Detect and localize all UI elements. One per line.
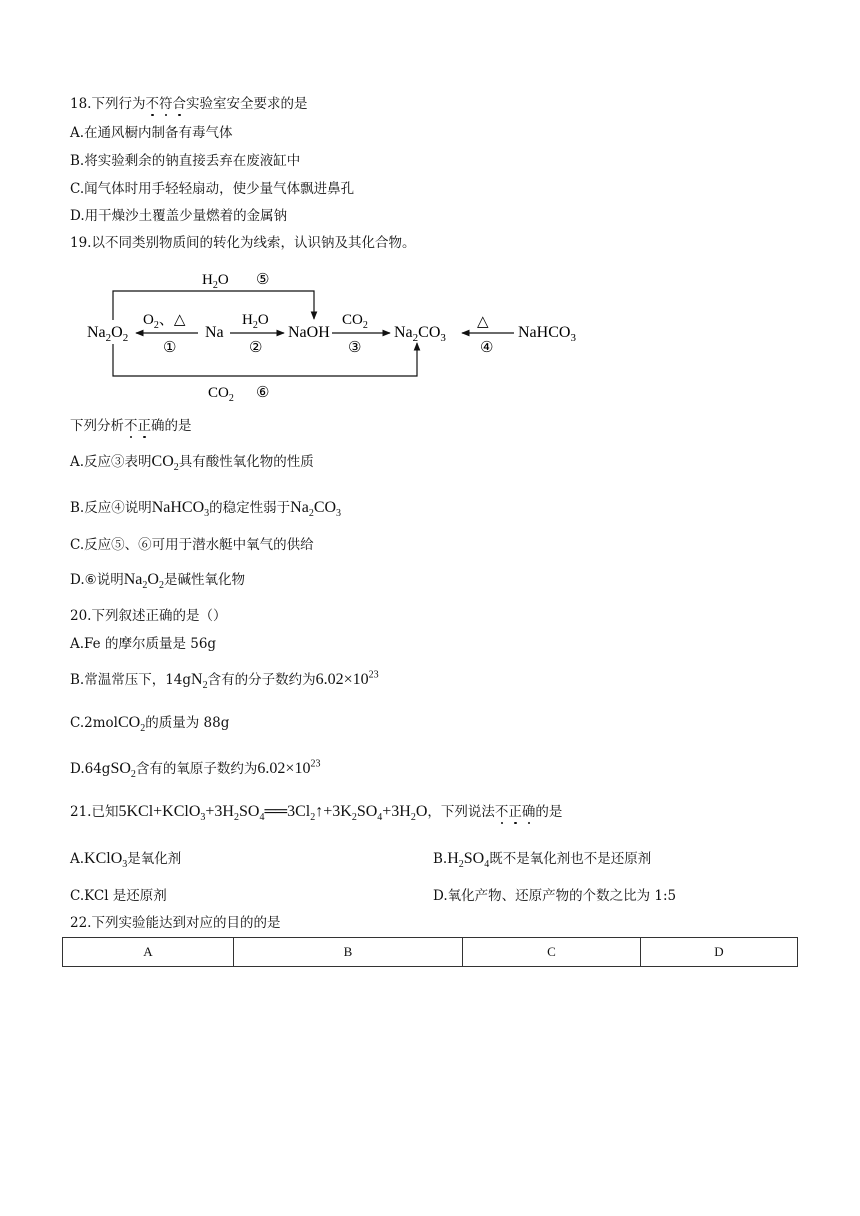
table-row bbox=[63, 938, 798, 967]
q21-option-a: A.KClO$_3$是氧化剂 bbox=[70, 850, 182, 871]
q20-option-b: B.常温常压下，$14gN_2$含有的分子数约为$6.02\times 10^{23}$ bbox=[70, 669, 379, 692]
nahco3-node: NaHCO$_3$ bbox=[518, 324, 576, 344]
q21-equation: $5KCl+KClO_3+3H_2SO_4══3Cl_2↑+3K_2SO_4+3H_2O$ bbox=[118, 803, 428, 824]
q22-stem: 22.下列实验能达到对应的目的的是 bbox=[70, 915, 281, 931]
q19-option-a: A.反应③表明$CO_2$具有酸性氧化物的性质 bbox=[70, 453, 314, 474]
circle-5: ⑤ bbox=[256, 272, 270, 288]
header-cell-c: C bbox=[463, 938, 641, 967]
circle-2: ② bbox=[249, 340, 263, 356]
q21-option-d: D.氧化产物、还原产物的个数之比为 1:5 bbox=[433, 888, 677, 904]
q18-option-d: D.用干燥沙土覆盖少量燃着的金属钠 bbox=[70, 208, 288, 224]
label-1: $O_2$、△ bbox=[143, 312, 186, 331]
q19-option-c: C.反应⑤、⑥可用于潜水艇中氧气的供给 bbox=[70, 537, 314, 553]
q20-option-a: A.Fe 的摩尔质量是 56g bbox=[70, 636, 217, 652]
q22-options-table bbox=[62, 937, 798, 967]
label-3: $CO_2$ bbox=[342, 312, 368, 331]
header-cell-b: B bbox=[234, 938, 463, 967]
label-6: $CO_2$ bbox=[208, 385, 234, 404]
q20-option-d: D.64gSO$_2$含有的氧原子数约为$6.02\times 10^{23}$ bbox=[70, 758, 321, 781]
q18-stem: 18.下列行为不符合实验室安全要求的是 bbox=[70, 96, 308, 112]
q19-option-b: B.反应④说明NaHCO$_3$的稳定性弱于$Na_2CO_3$ bbox=[70, 499, 342, 520]
header-cell-a: A bbox=[63, 938, 234, 967]
label-2: $H_2O$ bbox=[242, 312, 269, 331]
q18-option-c: C.闻气体时用手轻轻扇动，使少量气体飘进鼻孔 bbox=[70, 181, 355, 197]
naoh-node: NaOH bbox=[288, 324, 330, 341]
arrow-6 bbox=[113, 343, 417, 376]
na2co3-node: $Na_2CO_3$ bbox=[394, 324, 446, 344]
q20-option-c: C.2molCO$_2$的质量为 88g bbox=[70, 714, 230, 735]
q19-option-d: D.⑥说明$Na_2O_2$是碱性氧化物 bbox=[70, 571, 245, 592]
q21-option-c: C.KCl 是还原剂 bbox=[70, 888, 167, 904]
q21-option-b: $B.H_2SO_4$既不是氧化剂也不是还原剂 bbox=[433, 850, 652, 871]
q19-stem: 19.以不同类别物质间的转化为线索，认识钠及其化合物。 bbox=[70, 235, 416, 251]
q18-option-b: B.将实验剩余的钠直接丢弃在废液缸中 bbox=[70, 153, 301, 169]
q18-option-a: A.在通风橱内制备有毒气体 bbox=[70, 125, 233, 141]
na2o2-node: $Na_2O_2$ bbox=[87, 324, 129, 344]
circle-1: ① bbox=[163, 340, 177, 356]
header-cell-d: D bbox=[641, 938, 798, 967]
circle-6: ⑥ bbox=[256, 385, 270, 401]
label-5: $H_2O$ bbox=[202, 272, 229, 291]
circle-3: ③ bbox=[348, 340, 362, 356]
q19-prompt: 下列分析不正确的是 bbox=[70, 418, 192, 434]
q21-stem: 21.已知$5KCl+KClO_3+3H_2SO_4══3Cl_2↑+3K_2SO_4+3H_2O$，下列说法不正确的是 bbox=[70, 803, 563, 824]
q20-stem: 20.下列叙述正确的是（） bbox=[70, 608, 227, 624]
circle-4: ④ bbox=[480, 340, 494, 356]
na-node: Na bbox=[205, 324, 224, 341]
label-4: △ bbox=[477, 314, 489, 330]
sodium-conversion-diagram bbox=[70, 262, 610, 407]
